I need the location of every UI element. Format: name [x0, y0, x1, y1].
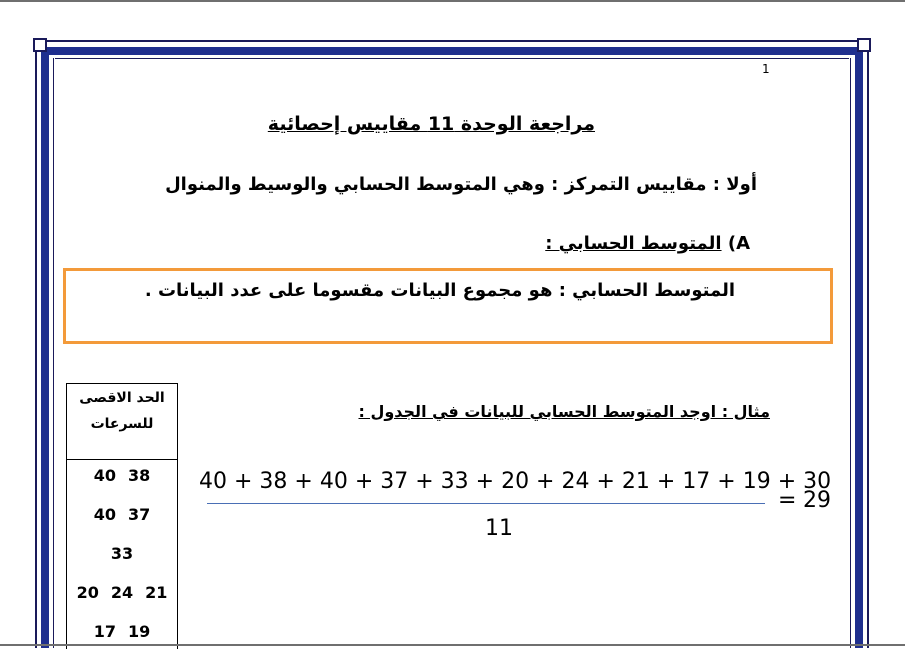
border-corner-top-left — [33, 38, 47, 52]
table-header-line1: الحد الاقصى — [79, 390, 165, 406]
page-border-left-inner — [53, 58, 54, 648]
page-number: 1 — [762, 62, 770, 76]
table-row — [67, 583, 177, 602]
table-row — [67, 544, 177, 563]
fraction-numerator: 40 + 38 + 40 + 37 + 33 + 20 + 24 + 21 + 17 + 19 + 30 — [199, 469, 832, 494]
page-border-left-outer — [35, 40, 37, 648]
table-row — [67, 622, 177, 641]
page-border-right-inner — [850, 58, 851, 648]
page-border-right — [855, 47, 863, 648]
page-border-top — [43, 47, 861, 55]
fraction-denominator: 11 — [485, 516, 513, 541]
table-cell: 21 — [145, 583, 168, 602]
page-border-top-outer — [35, 40, 869, 42]
section-a-letter: A) — [727, 233, 750, 254]
table-cell: 38 — [128, 466, 151, 485]
table-cell: 37 — [128, 505, 151, 524]
table-row — [67, 466, 177, 485]
table-cell: 24 — [110, 583, 134, 602]
intro-text: أولا : مقاييس التمركز : وهي المتوسط الحسابي والوسيط والمنوال — [165, 174, 757, 195]
example-heading: مثال : اوجد المتوسط الحسابي للبيانات في الجدول : — [358, 402, 770, 421]
section-a-label: المتوسط الحسابي : — [545, 233, 722, 254]
data-table-header — [67, 384, 177, 460]
table-cell: 20 — [76, 583, 99, 602]
bottom-edge-line — [0, 644, 905, 646]
table-cell: 40 — [93, 505, 116, 524]
table-header-line2: للسرعات — [90, 416, 154, 432]
top-edge-line — [0, 0, 905, 2]
mean-result: 29 — [803, 488, 831, 513]
equals-sign: = — [778, 488, 797, 513]
border-corner-top-right — [857, 38, 871, 52]
table-cell: 40 — [93, 466, 116, 485]
fraction-line — [207, 503, 765, 504]
section-a-heading — [545, 233, 750, 254]
page-title: مراجعة الوحدة 11 مقاييس إحصائية — [267, 113, 595, 135]
definition-text: المتوسط الحسابي : هو مجموع البيانات مقسوما على عدد البيانات . — [144, 280, 735, 301]
table-cell: 17 — [93, 622, 116, 641]
page-border-left — [41, 47, 49, 648]
data-table — [66, 383, 178, 649]
table-row — [67, 505, 177, 524]
page-border-right-outer — [867, 40, 869, 648]
table-cell: 19 — [128, 622, 151, 641]
table-cell: 33 — [110, 544, 134, 563]
page-border-top-inner — [55, 58, 849, 59]
